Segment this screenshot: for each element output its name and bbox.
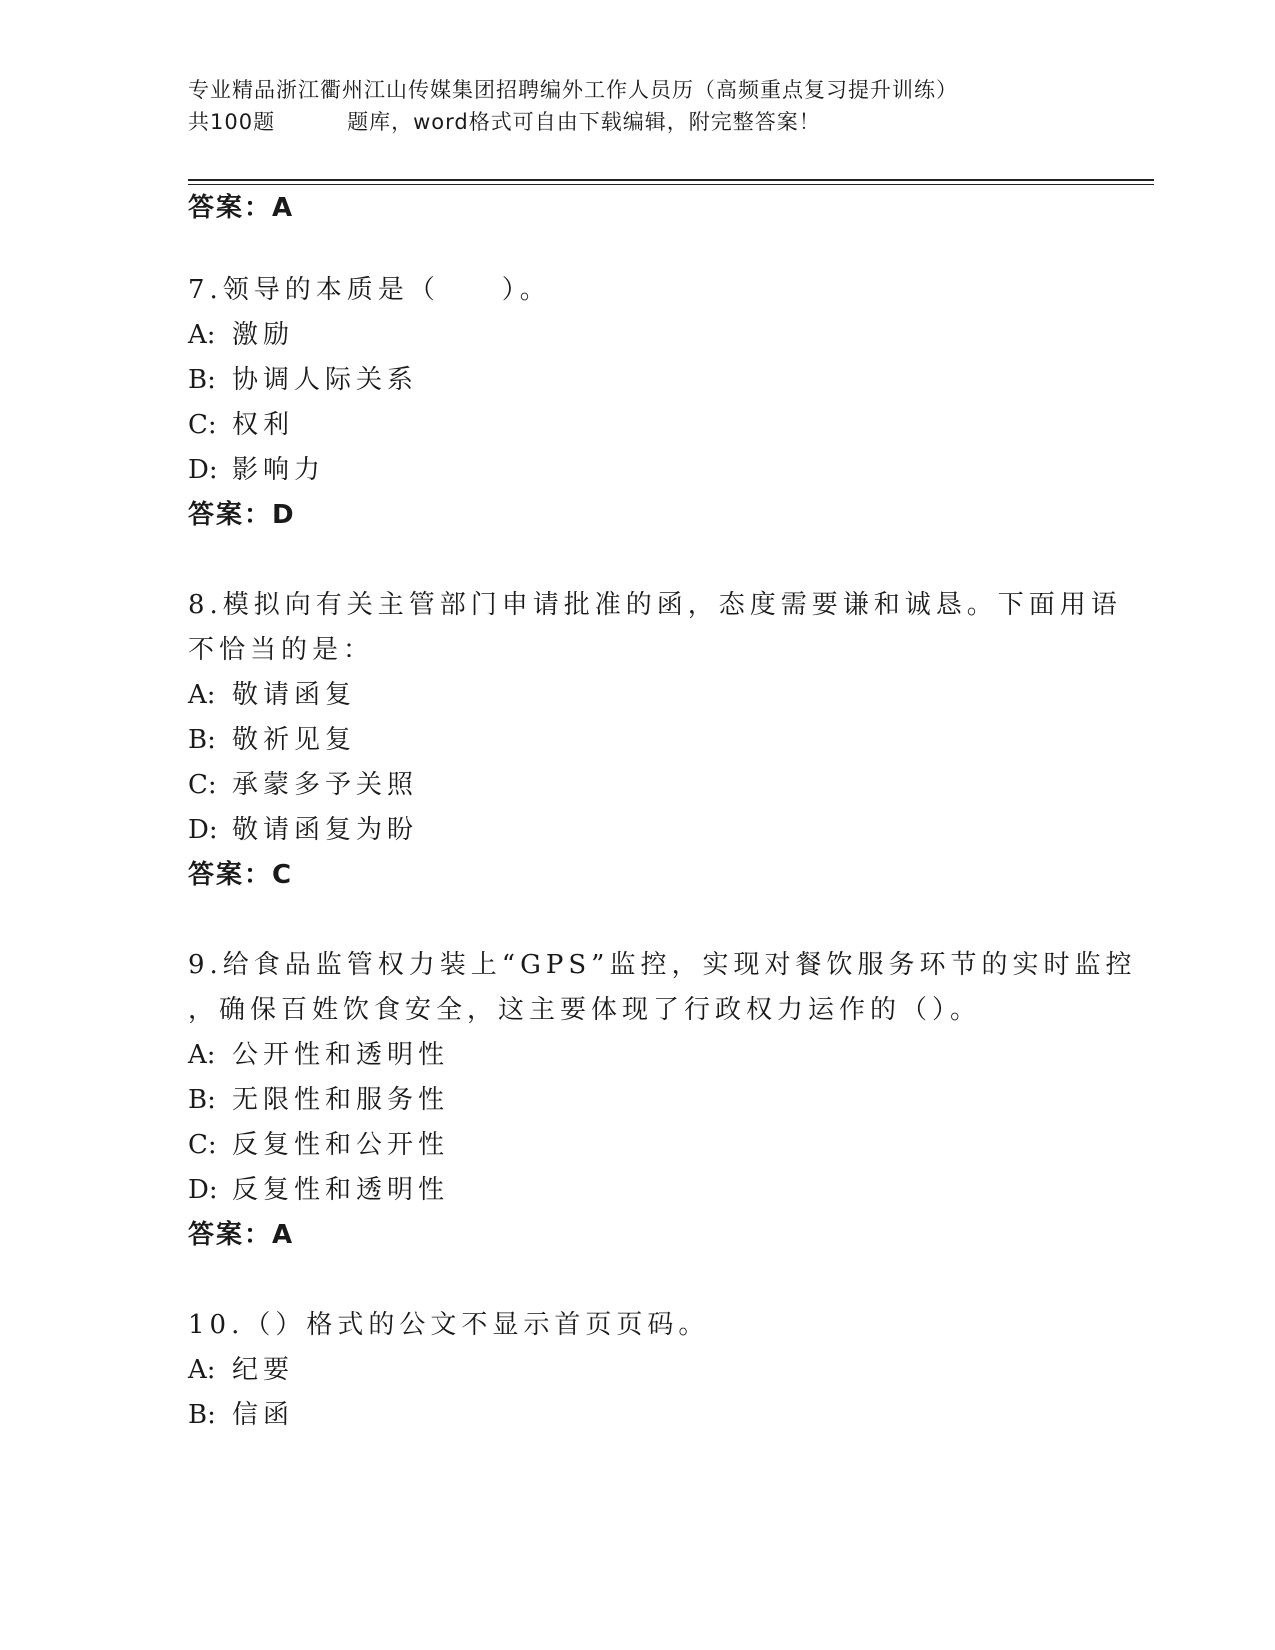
option-letter: A:	[188, 1040, 216, 1070]
option-letter: B:	[188, 365, 216, 395]
question-7-option-d	[188, 454, 325, 486]
option-text: 信函	[232, 1400, 295, 1430]
option-text: 激励	[232, 320, 295, 350]
question-8-answer: 答案：C	[188, 860, 294, 890]
option-letter: A:	[188, 320, 216, 350]
question-9-stem-line-2: ，确保百姓饮食安全，这主要体现了行政权力运作的（）。	[188, 995, 982, 1025]
option-text: 权利	[232, 410, 295, 440]
question-8-option-c	[188, 769, 418, 801]
question-8-stem-line-2: 不恰当的是：	[188, 635, 375, 665]
option-letter: A:	[188, 1355, 216, 1385]
question-7-stem: 7.领导的本质是（ ）。	[188, 275, 551, 305]
option-letter: B:	[188, 1085, 216, 1115]
question-9-stem-line-1: 9.给食品监管权力装上“GPS”监控，实现对餐饮服务环节的实时监控	[188, 950, 1137, 980]
question-8-stem-line-1: 8.模拟向有关主管部门申请批准的函，态度需要谦和诚恳。下面用语	[188, 590, 1122, 620]
option-letter: D:	[188, 455, 218, 485]
option-text: 敬请函复为盼	[232, 815, 419, 845]
question-7-option-b	[188, 364, 418, 396]
header-question-count: 共100题	[188, 110, 276, 134]
question-9-option-a	[188, 1039, 449, 1071]
document-header	[188, 74, 1088, 138]
option-text: 反复性和公开性	[232, 1130, 450, 1160]
header-divider-thick	[188, 179, 1154, 181]
question-7-option-a	[188, 319, 294, 351]
header-format-note: 题库，word格式可自由下载编辑，附完整答案！	[347, 110, 821, 134]
question-8-option-d	[188, 814, 418, 846]
question-7-option-c	[188, 409, 294, 441]
option-letter: C:	[188, 1130, 217, 1160]
option-letter: C:	[188, 410, 217, 440]
question-8-option-a	[188, 679, 356, 711]
option-text: 无限性和服务性	[232, 1085, 450, 1115]
option-letter: C:	[188, 770, 217, 800]
answer-previous: 答案：A	[188, 193, 295, 223]
option-letter: B:	[188, 725, 216, 755]
question-9-option-c	[188, 1129, 449, 1161]
option-letter: D:	[188, 1175, 218, 1205]
question-9-option-d	[188, 1174, 449, 1206]
question-10-stem: 10.（）格式的公文不显示首页页码。	[188, 1310, 710, 1340]
question-9-answer: 答案：A	[188, 1220, 295, 1250]
question-10-option-b	[188, 1399, 294, 1431]
question-10-option-a	[188, 1354, 294, 1386]
header-divider-thin	[188, 184, 1154, 185]
option-text: 敬请函复	[232, 680, 357, 710]
question-8-option-b	[188, 724, 356, 756]
option-letter: D:	[188, 815, 218, 845]
question-7-answer: 答案：D	[188, 500, 296, 530]
header-subtitle-line	[188, 106, 1088, 138]
option-text: 纪要	[232, 1355, 295, 1385]
option-text: 敬祈见复	[232, 725, 357, 755]
option-text: 影响力	[232, 455, 326, 485]
option-text: 公开性和透明性	[232, 1040, 450, 1070]
option-text: 承蒙多予关照	[232, 770, 419, 800]
option-letter: B:	[188, 1400, 216, 1430]
option-letter: A:	[188, 680, 216, 710]
header-title-line: 专业精品浙江衢州江山传媒集团招聘编外工作人员历（高频重点复习提升训练）	[188, 78, 958, 102]
option-text: 反复性和透明性	[232, 1175, 450, 1205]
option-text: 协调人际关系	[232, 365, 419, 395]
question-9-option-b	[188, 1084, 449, 1116]
